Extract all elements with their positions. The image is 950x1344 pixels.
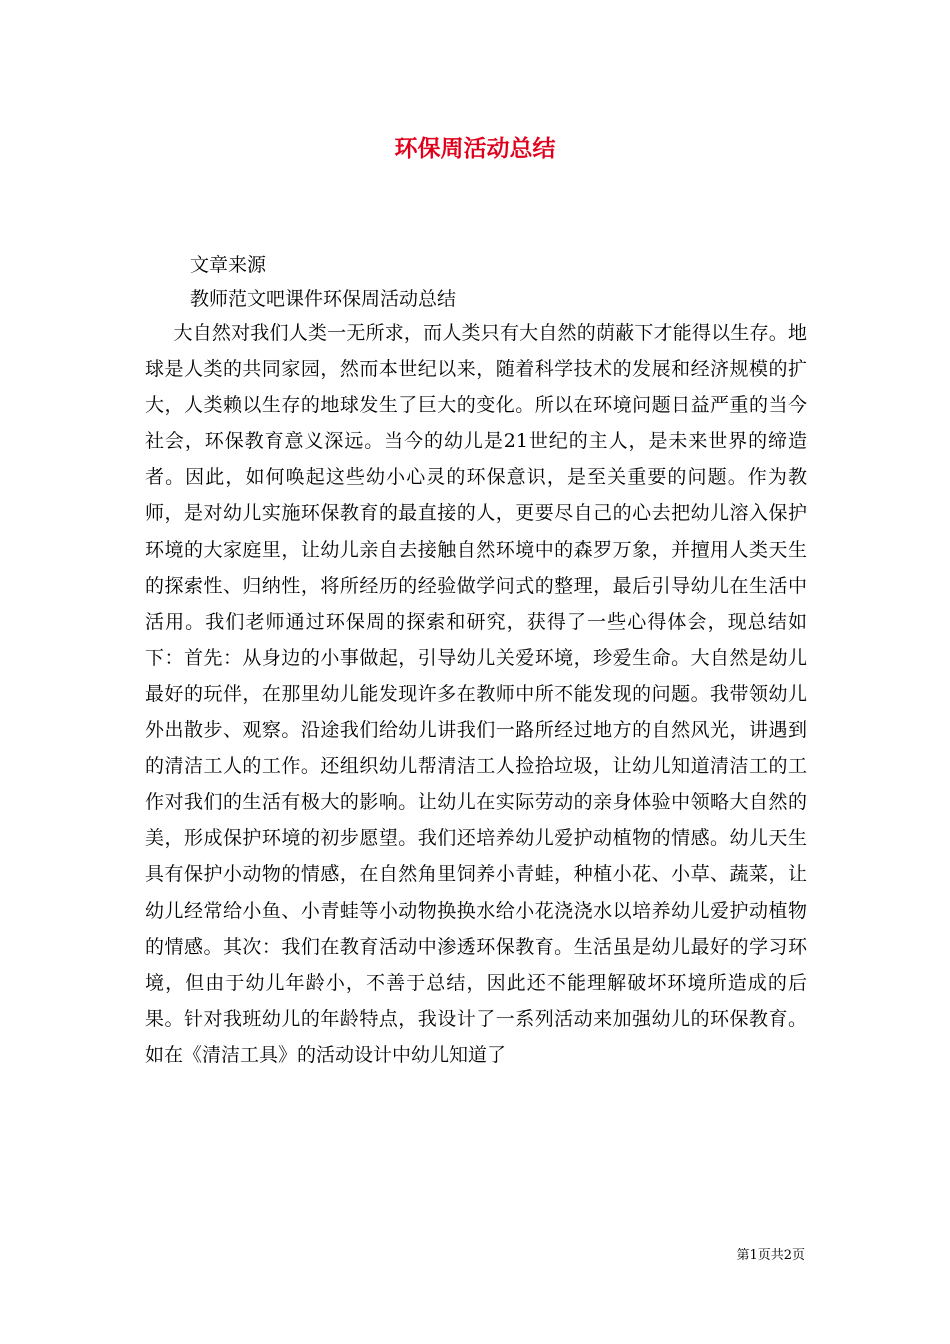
source-label: 文章来源 [190,254,267,276]
source-value: 教师范文吧课件环保周活动总结 [190,288,457,310]
body-paragraph: 大自然对我们人类一无所求，而人类只有大自然的荫蔽下才能得以生存。地球是人类的共同家园，然而本世纪以来，随着科学技术的发展和经济规模的扩大，人类赖以生存的地球发生了巨大的变化。所以在环境问题日益严重的当今社会，环保教育意义深远。当今的幼儿是21世纪的主人，是未来世界的缔造者。因此，如何唤起这些幼小心灵的环保意识，是至关重要的问题。作为教师，是对幼儿实施环保教育的最直接的人，更要尽自己的心去把幼儿溶入保护环境的大家庭里，让幼儿亲自去接触自然环境中的森罗万象，并擅用人类天生的探索性、归纳性，将所经历的经验做学问式的整理，最后引导幼儿在生活中活用。我们老师通过环保周的探索和研究，获得了一些心得体会，现总结如下：首先：从身边的小事做起，引导幼儿关爱环境，珍爱生命。大自然是幼儿最好的玩伴，在那里幼儿能发现许多在教师中所不能发现的问题。我带领幼儿外出散步、观察。沿途我们给幼儿讲我们一路所经过地方的自然风光，讲遇到的清洁工人的工作。还组织幼儿帮清洁工人捡拾垃圾，让幼儿知道清洁工的工作对我们的生活有极大的影响。让幼儿在实际劳动的亲身体验中领略大自然的美，形成保护环境的初步愿望。我们还培养幼儿爱护动植物的情感。幼儿天生具有保护小动物的情感，在自然角里饲养小青蛙，种植小花、小草、蔬菜，让幼儿经常给小鱼、小青蛙等小动物换换水给小花浇浇水以培养幼儿爱护动植物的情感。其次：我们在教育活动中渗透环保教育。生活虽是幼儿最好的学习环境，但由于幼儿年龄小，不善于总结，因此还不能理解破坏环境所造成的后果。针对我班幼儿的年龄特点，我设计了一系列活动来加强幼儿的环保教育。如在《清洁工具》的活动设计中幼儿知道了 [145,322,807,1066]
document-title: 环保周活动总结 [394,136,556,162]
page-number: 第1页共2页 [736,1248,805,1263]
